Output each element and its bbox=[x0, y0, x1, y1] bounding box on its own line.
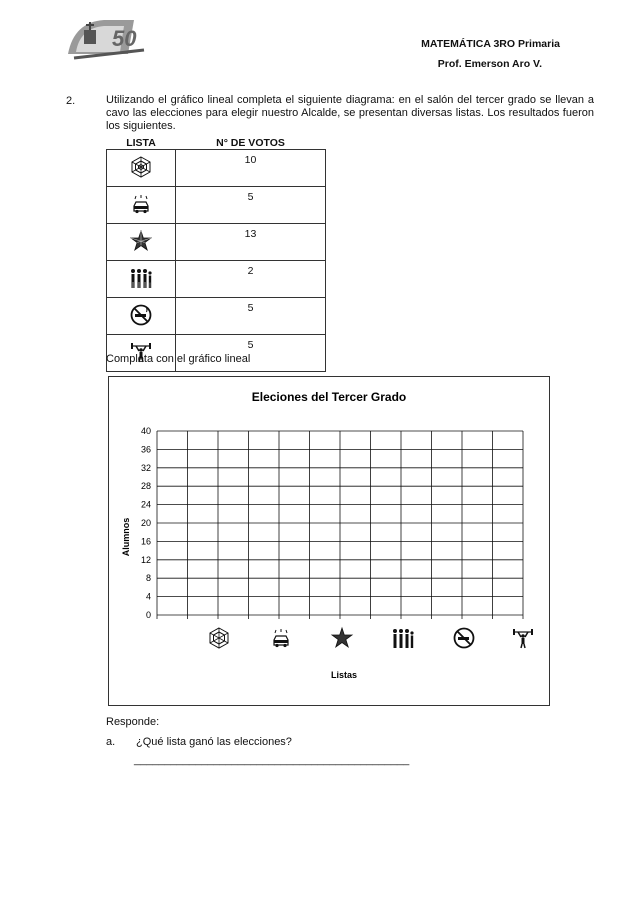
instruction-text: Completa con el gráfico lineal bbox=[106, 353, 251, 365]
x-category-weightlifter-icon bbox=[513, 629, 533, 648]
y-tick-label: 20 bbox=[140, 518, 151, 528]
question-a-text: ¿Qué lista ganó las elecciones? bbox=[136, 736, 292, 748]
y-tick-label: 32 bbox=[140, 462, 151, 473]
school-logo bbox=[64, 14, 152, 66]
y-tick-label: 28 bbox=[140, 481, 151, 492]
y-tick-label: 0 bbox=[145, 610, 151, 620]
y-axis-label: Alumnos bbox=[121, 517, 131, 557]
y-tick-label: 4 bbox=[145, 591, 151, 602]
table-row bbox=[107, 298, 326, 335]
y-tick-labels bbox=[141, 426, 151, 620]
x-category-car-icon bbox=[274, 629, 288, 647]
responde-label: Responde: bbox=[106, 716, 160, 728]
x-category-star-icon bbox=[332, 628, 352, 647]
table-row bbox=[107, 187, 326, 224]
chart-grid bbox=[157, 431, 523, 619]
line-chart-frame bbox=[108, 376, 550, 706]
line-chart bbox=[109, 377, 549, 705]
chart-title: Eleciones del Tercer Grado bbox=[251, 390, 407, 404]
y-tick-label: 8 bbox=[145, 573, 151, 584]
table-row bbox=[107, 224, 326, 261]
votes-value: 10 bbox=[176, 150, 326, 187]
votes-value: 13 bbox=[176, 224, 326, 261]
x-category-icons bbox=[210, 628, 533, 648]
col-header-list: LISTA bbox=[107, 137, 176, 150]
star-icon bbox=[130, 230, 152, 252]
question-text: Utilizando el gráfico lineal completa el siguiente diagrama: en el salón del tercer grado se llevan a cavo las elecciones para elegir nuestro Alcalde, se presentan diversas listas. Los resultados fueron los siguientes. bbox=[106, 94, 594, 132]
votes-value: 5 bbox=[176, 335, 326, 372]
x-category-no-smoking-icon bbox=[455, 629, 474, 648]
col-header-votes: N° DE VOTOS bbox=[176, 137, 326, 150]
question-a-label: a. bbox=[106, 736, 116, 748]
y-tick-label: 40 bbox=[140, 426, 151, 436]
votes-value: 5 bbox=[176, 187, 326, 224]
x-axis-label: Listas bbox=[330, 670, 358, 680]
votes-table bbox=[106, 137, 326, 372]
logo-text: 50 bbox=[112, 26, 137, 51]
x-category-people-group-icon bbox=[393, 629, 414, 648]
teacher-name: Prof. Emerson Aro V. bbox=[437, 58, 542, 70]
people-group-icon bbox=[129, 267, 153, 289]
y-tick-label: 12 bbox=[140, 554, 151, 565]
x-category-spiderweb-icon bbox=[210, 628, 228, 648]
no-smoking-icon bbox=[130, 304, 152, 326]
votes-value: 5 bbox=[176, 298, 326, 335]
table-row bbox=[107, 261, 326, 298]
spiderweb-icon bbox=[130, 156, 152, 178]
course-title: MATEMÁTICA 3RO Primaria bbox=[421, 38, 560, 50]
y-tick-label: 16 bbox=[140, 536, 151, 547]
answer-line[interactable]: _____________________________________________ bbox=[134, 754, 410, 766]
y-tick-label: 24 bbox=[140, 499, 151, 510]
y-tick-label: 36 bbox=[140, 444, 151, 455]
votes-value: 2 bbox=[176, 261, 326, 298]
table-row bbox=[107, 150, 326, 187]
car-icon bbox=[130, 193, 152, 215]
question-number: 2. bbox=[66, 95, 76, 107]
